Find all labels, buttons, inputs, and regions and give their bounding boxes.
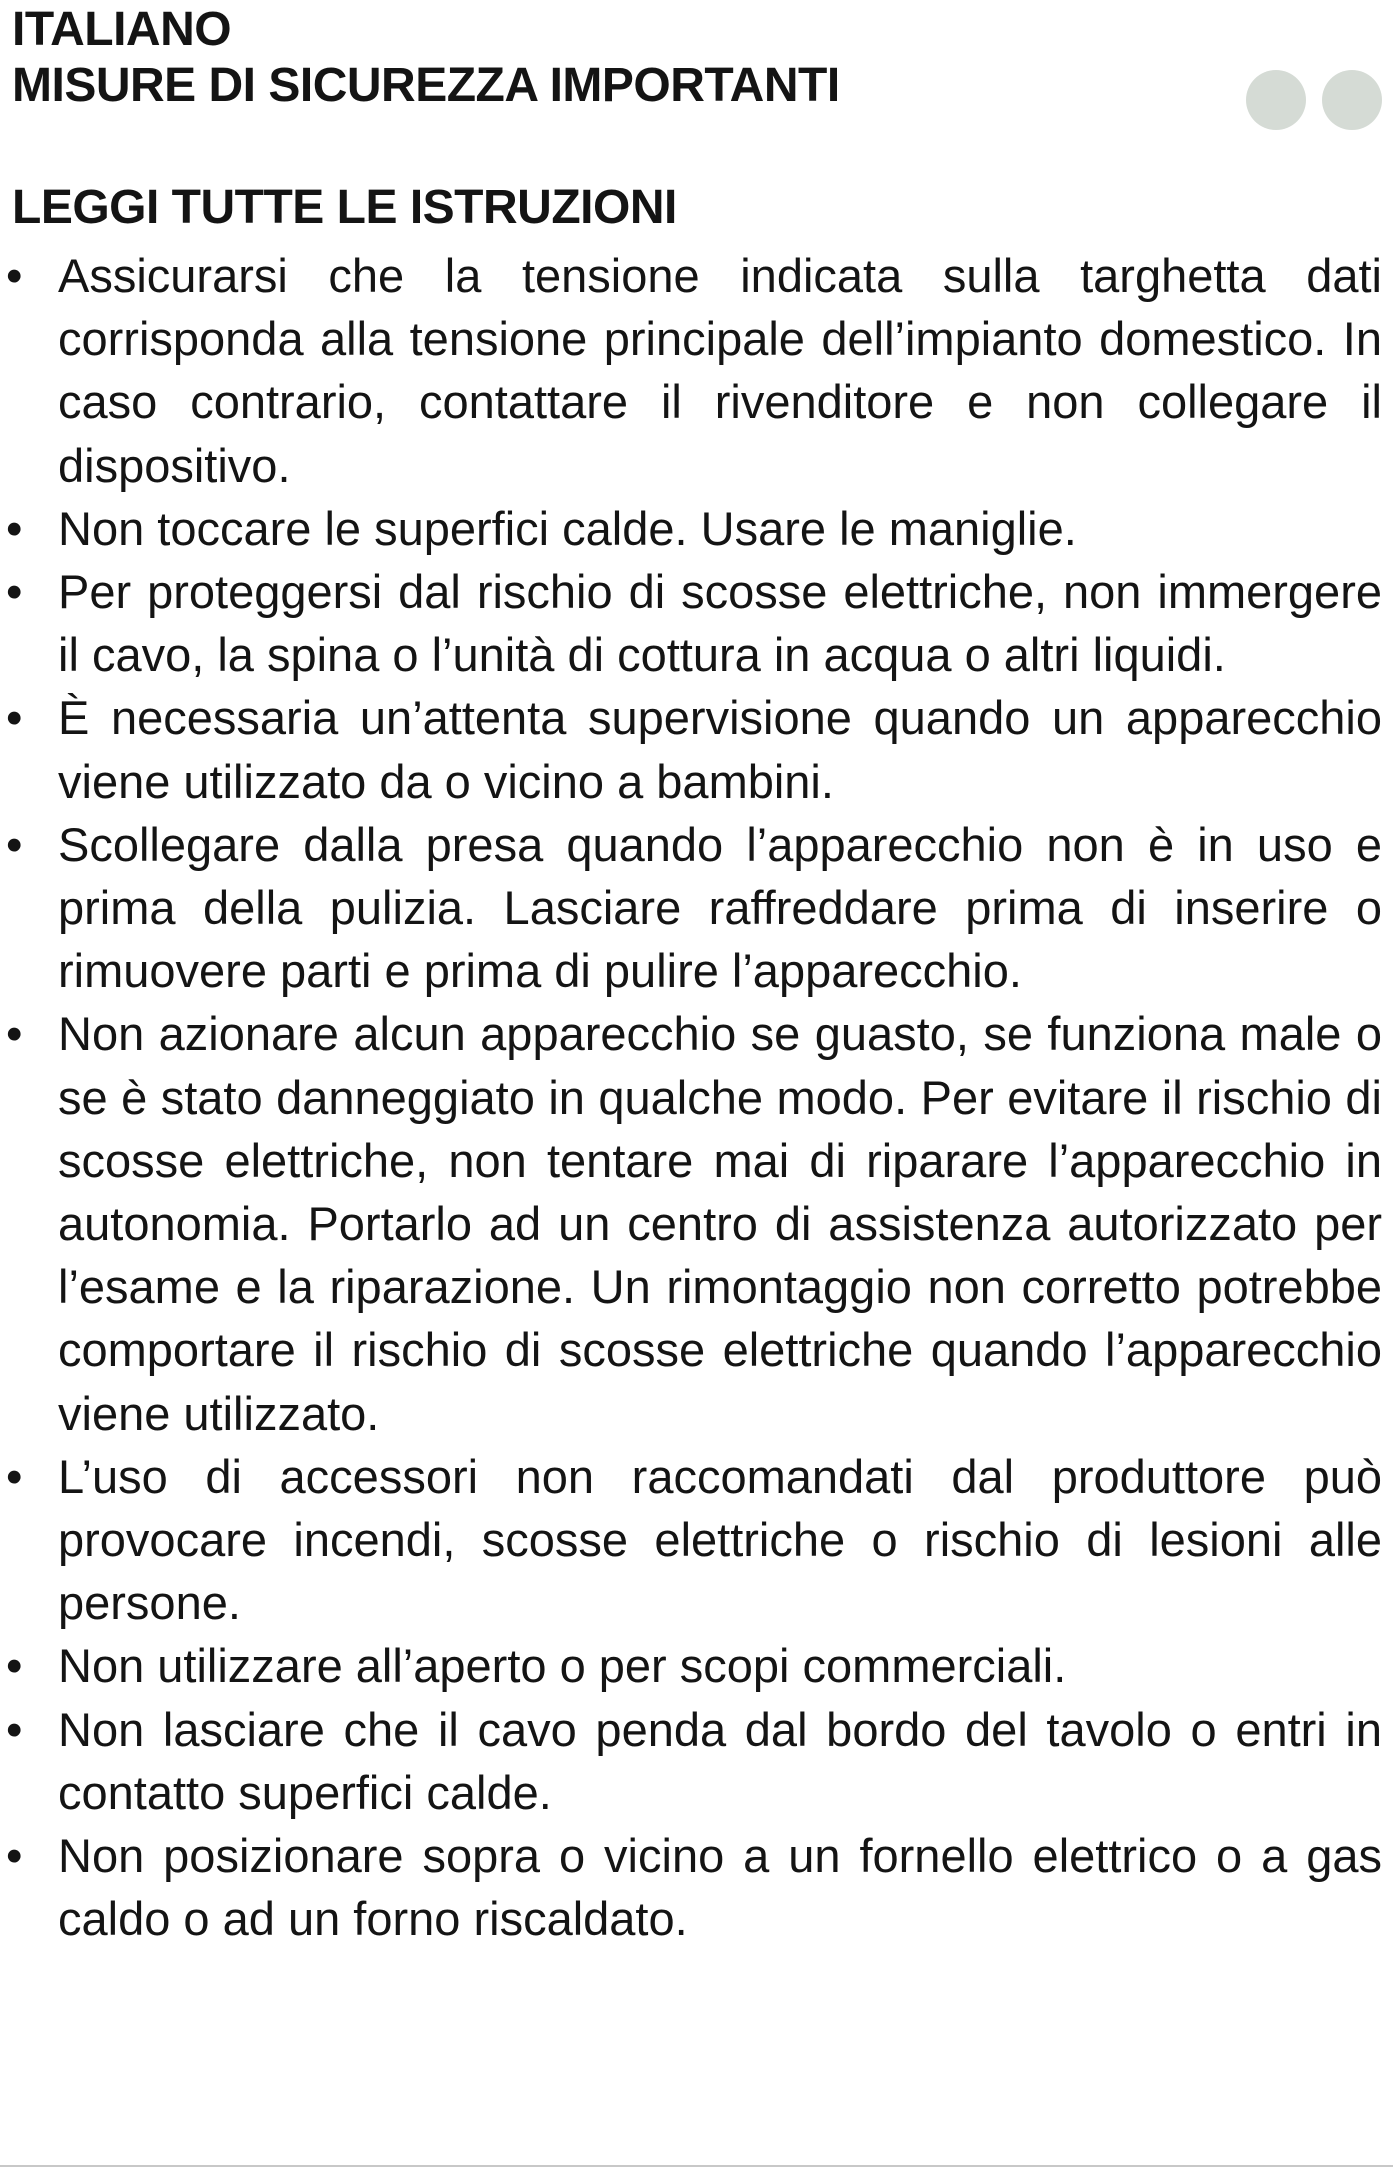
list-item: • L’uso di accessori non raccomandati dal produttore può provocare incendi, scosse elettriche o rischio di lesioni alle persone. [0,1445,1382,1635]
list-item: • Assicurarsi che la tensione indicata sulla targhetta dati corrisponda alla tensione principale dell’impianto domestico. In caso contrario, contattare il rivenditore e non collegare il dispositivo. [0,244,1382,497]
language-heading: ITALIANO [12,3,232,56]
circle-icon [1246,70,1306,130]
list-item: • Scollegare dalla presa quando l’apparecchio non è in uso e prima della pulizia. Lasciare raffreddare prima di inserire o rimuovere parti e prima di pulire l’apparecchio. [0,813,1382,1003]
decorative-dots [1246,70,1386,130]
list-item: • Non toccare le superfici calde. Usare le maniglie. [0,497,1382,560]
list-item: • È necessaria un’attenta supervisione quando un apparecchio viene utilizzato da o vicino a bambini. [0,686,1382,812]
footer-divider [0,2165,1393,2167]
safety-instructions-list [0,244,1393,1950]
page-title: MISURE DI SICUREZZA IMPORTANTI [12,59,840,112]
list-item: • Non lasciare che il cavo penda dal bordo del tavolo o entri in contatto superfici calde. [0,1698,1382,1824]
list-item: • Non azionare alcun apparecchio se guasto, se funziona male o se è stato danneggiato in qualche modo. Per evitare il rischio di scosse elettriche, non tentare mai di riparare l’apparecchio in autonomia. Portarlo ad un centro di assistenza autorizzato per l’esame e la riparazione. Un rimontaggio non corretto potrebbe comportare il rischio di scosse elettriche quando l’apparecchio viene utilizzato. [0,1002,1382,1444]
list-item: • Non utilizzare all’aperto o per scopi commerciali. [0,1634,1382,1697]
list-item: • Non posizionare sopra o vicino a un fornello elettrico o a gas caldo o ad un forno riscaldato. [0,1824,1382,1950]
list-item: • Per proteggersi dal rischio di scosse elettriche, non immergere il cavo, la spina o l’unità di cottura in acqua o altri liquidi. [0,560,1382,686]
section-title: LEGGI TUTTE LE ISTRUZIONI [12,181,677,234]
circle-icon [1322,70,1382,130]
